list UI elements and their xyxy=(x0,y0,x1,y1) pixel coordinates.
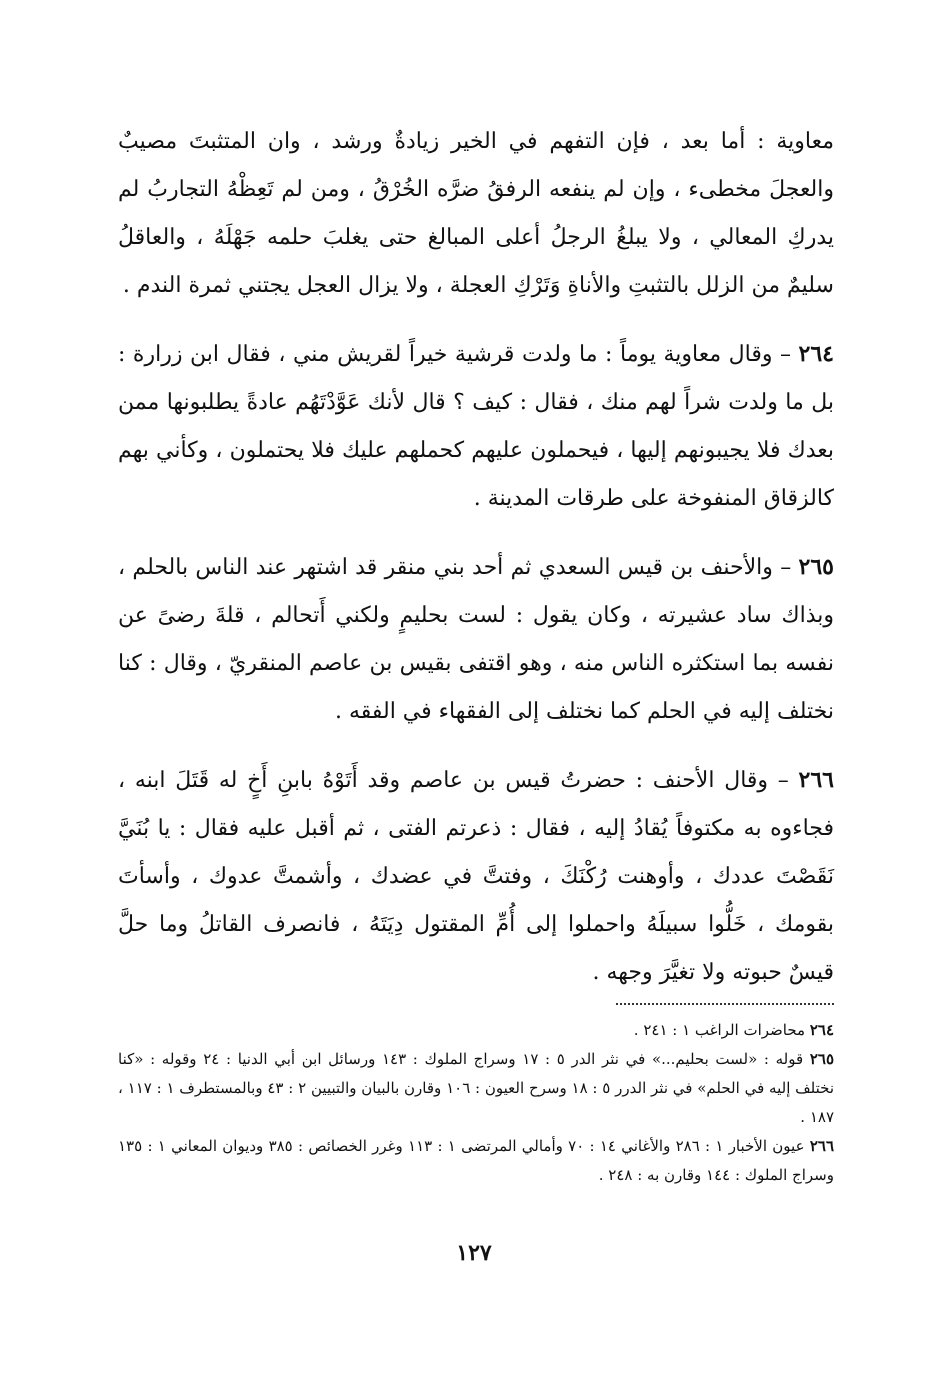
footnote-number: ٢٦٤ xyxy=(809,1021,834,1039)
entry-264 xyxy=(118,330,834,523)
footnote-number: ٢٦٦ xyxy=(809,1137,834,1155)
footnote-text: عيون الأخبار ١ : ٢٨٦ والأغاني ١٤ : ٧٠ وأمالي المرتضى ١ : ١١٣ وغرر الخصائص : ٣٨٥ وديوان المعاني ١ : ١٣٥ وسراج الملوك : ١٤٤ وقارن به : ٢٤٨ . xyxy=(118,1137,834,1184)
entry-266 xyxy=(118,756,834,997)
entry-number: ٢٦٦ xyxy=(798,767,834,793)
entry-265 xyxy=(118,543,834,736)
footnotes xyxy=(118,1016,834,1190)
entry-text: – والأحنف بن قيس السعدي ثم أحد بني منقر قد اشتهر عند الناس بالحلم ، وبذاك ساد عشيرته ، وكان يقول : لست بحليمٍ ولكني أَتحالم ، قلةَ رضىً عن نفسه بما استكثره الناس منه ، وهو اقتفى بقيس بن عاصم المنقريّ ، وقال : كنا نختلف إليه في الحلم كما نختلف إلى الفقهاء في الفقه . xyxy=(118,555,834,724)
entry-number: ٢٦٥ xyxy=(798,554,834,580)
continued-paragraph: معاوية : أما بعد ، فإن التفهم في الخير زيادةٌ ورشد ، وان المتثبتَ مصيبٌ والعجلَ مخطىء ، وإن لم ينفعه الرفقُ ضرَّه الخُرْقُ ، ومن لم تَعِظْهُ التجاربُ لم يدركِ المعالي ، ولا يبلغُ الرجلُ أعلى المبالغ حتى يغلبَ حلمه جَهْلَهُ ، والعاقلُ سليمٌ من الزلل بالتثبتِ والأناةِ وَتَرْكِ العجلة ، ولا يزال العجل يجتني ثمرة الندم . xyxy=(118,129,834,298)
footnote-text: قوله : «لست بحليم...» في نثر الدر ٥ : ١٧ وسراج الملوك : ١٤٣ ورسائل ابن أبي الدنيا : ٢٤ وقوله : «كنا نختلف إليه في الحلم» في نثر الدرر ٥ : ١٨ وسرح العيون : ١٠٦ وقارن بالبيان والتبيين ٢ : ٤٣ وبالمستطرف ١ : ١١٧ ، ١٨٧ . xyxy=(118,1050,835,1126)
footnote-number: ٢٦٥ xyxy=(809,1050,835,1068)
entry-number: ٢٦٤ xyxy=(798,341,834,367)
footnote-text: محاضرات الراغب ١ : ٢٤١ . xyxy=(633,1021,806,1039)
page-number: ١٢٧ xyxy=(456,1240,492,1266)
footnote-separator xyxy=(616,1003,834,1005)
footnote-264 xyxy=(118,1016,834,1045)
main-text xyxy=(118,118,834,1017)
entry-text: – وقال الأحنف : حضرتُ قيس بن عاصم وقد أَتَوْهُ بابنِ أَخٍ له قَتَلَ ابنه ، فجاءوه به مكتوفاً يُقادُ إليه ، فقال : ذعرتم الفتى ، ثم أقبل عليه فقال : يا بُنَيَّ نَقَصْتَ عددك ، وأوهنت رُكْنَكَ ، وفتتَّ في عضدك ، وأشمتَّ عدوك ، وأسأتَ بقومك ، خَلُّوا سبيلَهُ واحملوا إلى أُمِّ المقتول دِيَتَهُ ، فانصرف القاتلُ وما حلَّ قيسٌ حبوته ولا تغيَّرَ وجهه . xyxy=(118,768,834,985)
entry-text: – وقال معاوية يوماً : ما ولدت قرشية خيراً لقريش مني ، فقال ابن زرارة : بل ما ولدت شراً لهم منك ، فقال : كيف ؟ قال لأنك عَوَّدْتَهُم عادةً يطلبونها ممن بعدك فلا يجيبونهم إليها ، فيحملون عليهم كحملهم عليك فلا يحتملون ، وكأني بهم كالزقاق المنفوخة على طرقات المدينة . xyxy=(118,342,834,511)
footnote-265 xyxy=(118,1045,834,1132)
footnote-266 xyxy=(118,1132,834,1190)
